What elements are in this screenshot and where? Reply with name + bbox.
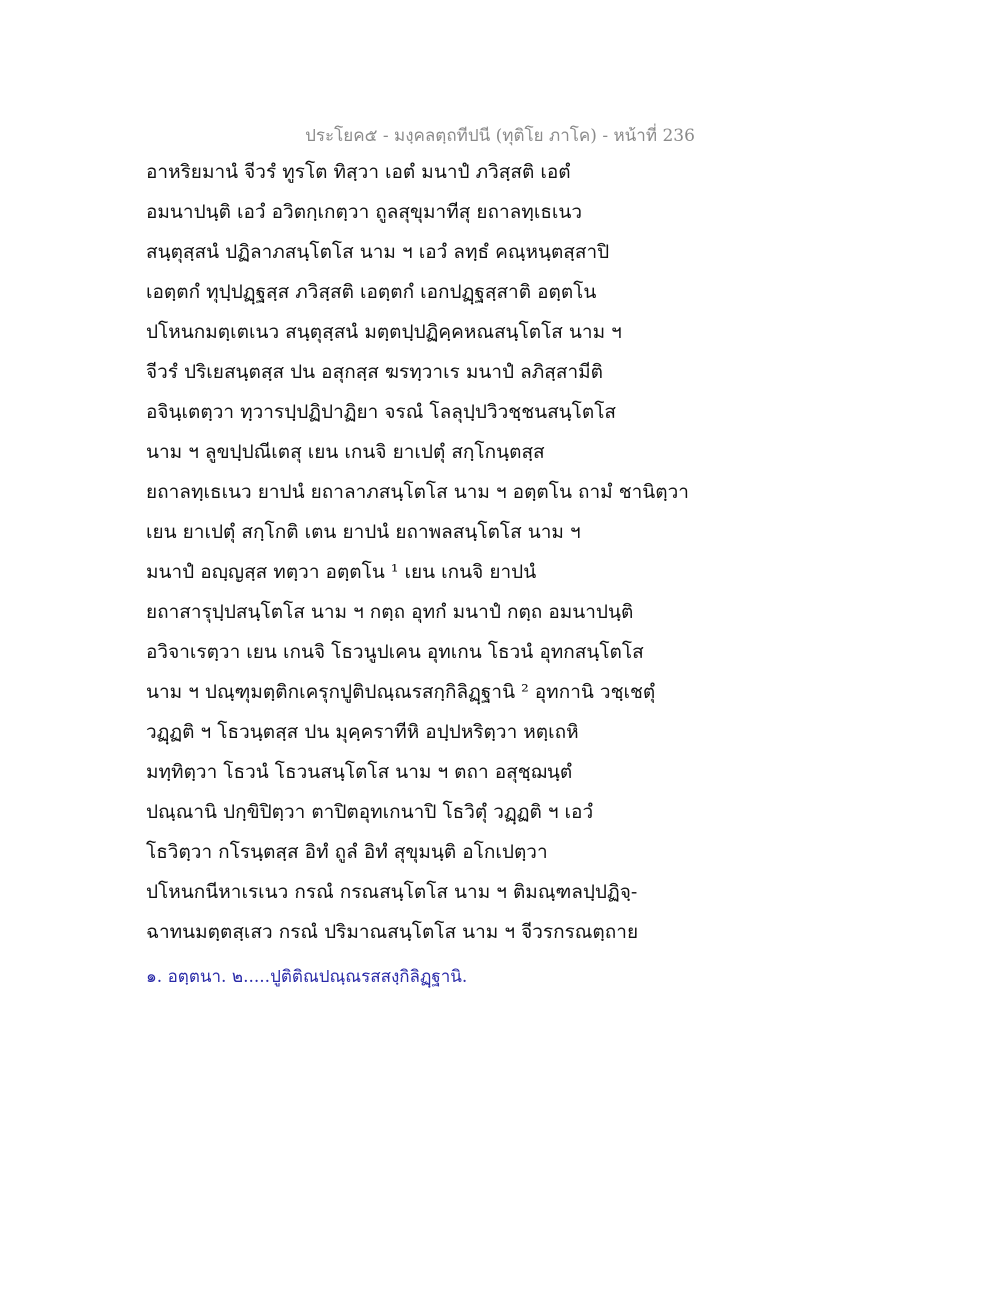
footnote: ๑. อตฺตนา. ๒.....ปูติติณปณฺณรสสงฺกิลิฏฺฐานิ.: [146, 967, 468, 987]
text-line: อมนาปนฺติ เอวํ อวิตกฺเกตฺวา ถูลสุขุมาทีสุ ยถาลทฺเธเนว: [146, 201, 583, 223]
text-line: สนฺตุสฺสนํ ปฏิลาภสนฺโตโส นาม ฯ เอวํ ลทฺธํ คณฺหนฺตสฺสาปิ: [146, 241, 610, 263]
text-line: อวิจาเรตฺวา เยน เกนจิ โธวนูปเคน อุทเกน โธวนํ อุทกสนฺโตโส: [146, 641, 644, 663]
text-line: จีวรํ ปริเยสนฺตสฺส ปน อสุกสฺส ฆรทฺวาเร มนาปํ ลภิสฺสามีติ: [146, 361, 604, 383]
text-line: นาม ฯ ลูขปฺปณีเตสุ เยน เกนจิ ยาเปตุํ สกฺโกนฺตสฺส: [146, 441, 545, 463]
text-line: เอตฺตกํ ทุปฺปฏฺฐสฺส ภวิสฺสติ เอตฺตกํ เอกปฏฺฐสฺสาติ อตฺตโน: [146, 281, 597, 303]
page-header: ประโยค๕ - มงฺคลตฺถทีปนี (ทุติโย ภาโค) - หน้าที่ 236: [305, 126, 695, 146]
text-line: อจินฺเตตฺวา ทฺวารปฺปฏิปาฏิยา จรณํ โลลุปฺปวิวชฺชนสนฺโตโส: [146, 401, 617, 423]
text-line: ฉาทนมตฺตสฺเสว กรณํ ปริมาณสนฺโตโส นาม ฯ จีวรกรณตฺถาย: [146, 921, 639, 943]
text-line: โธวิตฺวา กโรนฺตสฺส อิทํ ถูลํ อิทํ สุขุมนฺติ อโกเปตฺวา: [146, 841, 548, 863]
body-text: [146, 152, 866, 952]
text-line: ปณฺณานิ ปกฺขิปิตฺวา ตาปิตอุทเกนาปิ โธวิตุํ วฏฺฏติ ฯ เอวํ: [146, 801, 594, 823]
text-line: มทฺทิตฺวา โธวนํ โธวนสนฺโตโส นาม ฯ ตถา อสุชฺฌนฺตํ: [146, 761, 573, 783]
text-line: เยน ยาเปตุํ สกฺโกติ เตน ยาปนํ ยถาพลสนฺโตโส นาม ฯ: [146, 521, 581, 543]
text-line: นาม ฯ ปณฺฑุมตฺติกเครุกปูติปณฺณรสกฺกิลิฏฺฐานิ ² อุทกานิ วชฺเชตุํ: [146, 681, 656, 703]
text-line: ปโหนกมตฺเตเนว สนฺตุสฺสนํ มตฺตปฺปฏิคฺคหณสนฺโตโส นาม ฯ: [146, 321, 622, 343]
text-line: อาหริยมานํ จีวรํ ทูรโต ทิสฺวา เอตํ มนาปํ ภวิสฺสติ เอตํ: [146, 161, 571, 183]
text-line: ปโหนกนีหาเรเนว กรณํ กรณสนฺโตโส นาม ฯ ติมณฺฑลปฺปฏิจฺ-: [146, 881, 638, 903]
text-line: ยถาลทฺเธเนว ยาปนํ ยถาลาภสนฺโตโส นาม ฯ อตฺตโน ถามํ ชานิตฺวา: [146, 481, 689, 503]
text-line: วฏฺฏติ ฯ โธวนฺตสฺส ปน มุคฺคราทีหิ อปฺปหริตฺวา หตฺเถหิ: [146, 721, 579, 743]
text-line: ยถาสารุปฺปสนฺโตโส นาม ฯ กตฺถ อุทกํ มนาปํ กตฺถ อมนาปนฺติ: [146, 601, 634, 623]
text-line: มนาปํ อญฺญสฺส ทตฺวา อตฺตโน ¹ เยน เกนจิ ยาปนํ: [146, 561, 537, 583]
